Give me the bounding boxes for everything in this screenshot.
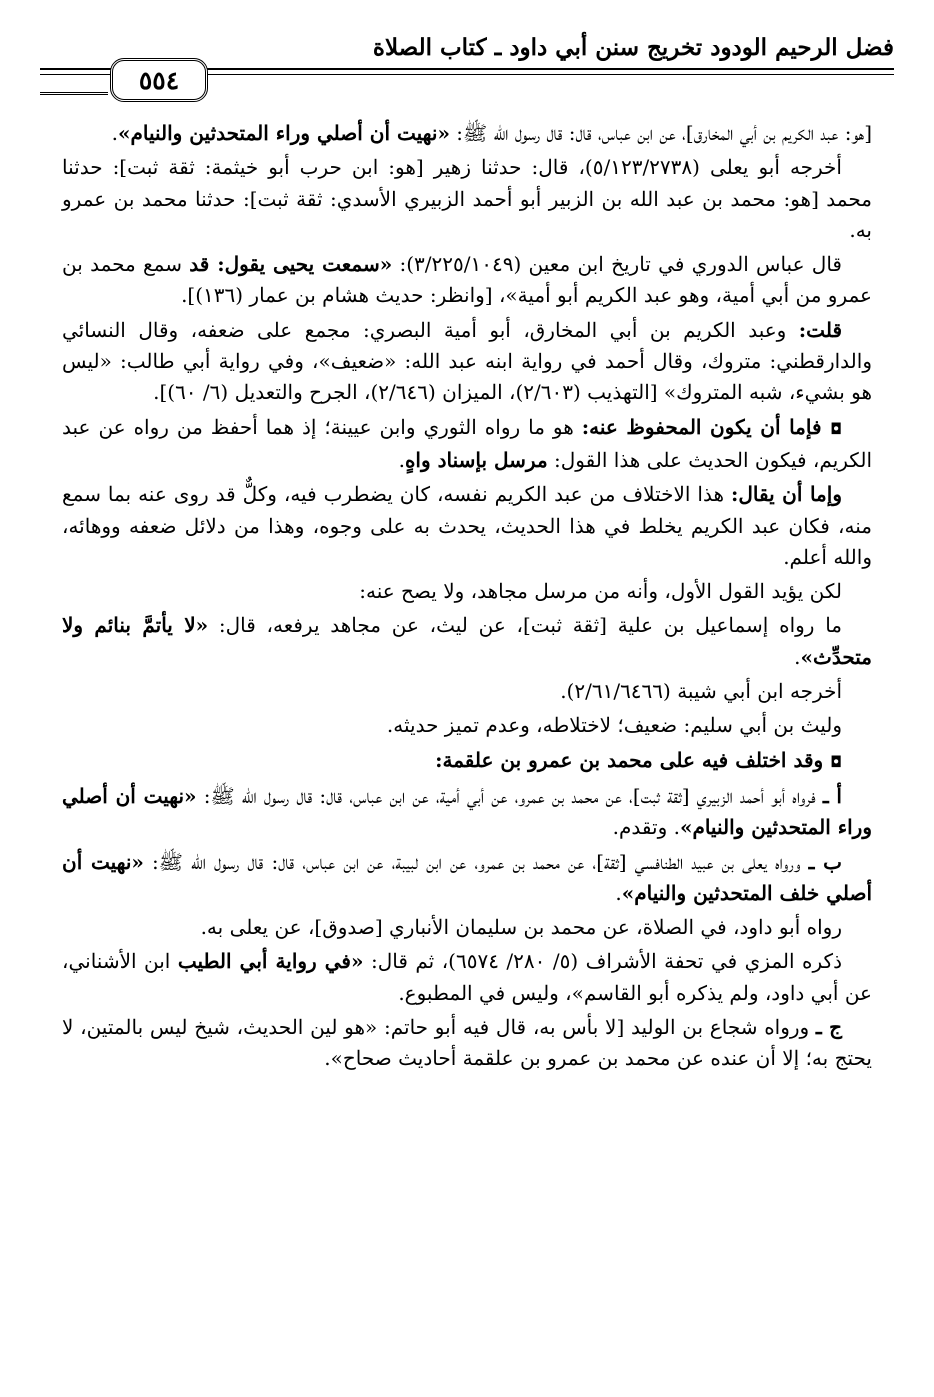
text: ابن الأشناني، عن أبي داود، ولم يذكره أبو القاسم»، وليس في المطبوع. — [62, 949, 872, 1005]
paragraph-12 — [62, 781, 872, 844]
paragraph-15 — [62, 946, 872, 1009]
text: هو ما رواه الثوري وابن عيينة؛ إذ هما أحفظ من رواه عن عبد الكريم، فيكون الحديث على هذا القول: — [62, 414, 872, 472]
heading-bold: وقد اختلف فيه على محمد بن عمرو بن علقمة: — [435, 747, 831, 772]
running-title: فضل الرحيم الودود تخريج سنن أبي داود ـ كتاب الصلاة — [372, 34, 894, 61]
paragraph-2 — [62, 152, 872, 246]
text: . — [111, 121, 118, 145]
label-bold: قلت: — [798, 317, 842, 342]
paragraph-5 — [62, 412, 872, 477]
text: [هو: عبد الكريم بن أبي المخارق]، عن ابن عباس، قال: قال رسول الله ﷺ: — [449, 121, 872, 145]
text: أخرجه ابن أبي شيبة (٢/٦١/٦٤٦٦). — [560, 679, 842, 704]
paragraph-11 — [62, 745, 872, 778]
paragraph-13 — [62, 847, 872, 910]
page-number-box — [110, 58, 208, 102]
text: رواه أبو داود، في الصلاة، عن محمد بن سليمان الأنباري [صدوق]، عن يعلى به. — [200, 915, 842, 940]
text: وعبد الكريم بن أبي المخارق، أبو أمية البصري: مجمع على ضعفه، وقال النسائي والدارقطني: متروك، وقال أحمد في رواية ابنه عبد الله: «ضعيف»، وفي رواية أبي طالب: «ليس هو بشيء، شبه المتروك» [التهذيب (٢/٦٠٣)، الميزان (٢/٦٤٦)، الجرح والتعديل (٦/ ٦٠)]. — [62, 317, 872, 405]
hadith-quote: «نهيت أن أصلي وراء المتحدثين والنيام» — [117, 121, 450, 145]
text: ما رواه إسماعيل بن علية [ثقة ثبت]، عن ليث، عن مجاهد يرفعه، قال: — [208, 613, 843, 638]
text: ذكره المزي في تحفة الأشراف (٥/ ٢٨٠/ ٦٥٧٤)، ثم قال: — [363, 949, 842, 974]
quote-bold: «في رواية أبي الطيب — [177, 949, 364, 974]
text: . — [794, 644, 801, 669]
page-number-rule — [40, 92, 108, 95]
list-marker: ب ـ — [808, 849, 842, 874]
text: ورواه يعلى بن عبيد الطنافسي [ثقة]، عن محمد بن عمرو، عن ابن لبيبة، عن ابن عباس، قال: قال رسول الله ﷺ: — [143, 849, 809, 874]
text: لكن يؤيد القول الأول، وأنه من مرسل مجاهد، ولا يصح عنه: — [359, 579, 842, 604]
paragraph-16 — [62, 1012, 872, 1075]
diamond-bullet-icon: ◘ — [830, 419, 842, 438]
text: فرواه أبو أحمد الزبيري [ثقة ثبت]، عن محمد بن عمرو، عن أبي أمية، عن ابن عباس، قال: قال رسول الله ﷺ: — [196, 783, 823, 808]
paragraph-7 — [62, 576, 872, 607]
paragraph-3 — [62, 249, 872, 312]
text: هذا الاختلاف من عبد الكريم نفسه، كان يضطرب فيه، وكلٌّ قد روى عنه بما سمع منه، فكان عبد الكريم يخلط في هذا الحديث، يحدث به على وجوه، وهذا من دلائل ضعفه ووهائه، والله أعلم. — [62, 482, 872, 569]
page-number: ٥٥٤ — [138, 65, 180, 95]
heading-bold: فإما أن يكون المحفوظ عنه: — [581, 414, 831, 439]
page-header — [40, 30, 894, 100]
hadith-quote: «نهيت أن أصلي خلف المتحدثين والنيام» — [62, 849, 872, 905]
text: سمع محمد بن عمرو من أبي أمية، وهو عبد الكريم أبو أمية»، [وانظر: حديث هشام بن عمار (١٣٦)]. — [62, 252, 872, 308]
hadith-quote: «نهيت أن أصلي وراء المتحدثين والنيام» — [62, 783, 872, 840]
text: وليث بن أبي سليم: ضعيف؛ لاختلاطه، وعدم تميز حديثه. — [386, 713, 842, 738]
paragraph-10 — [62, 710, 872, 741]
paragraph-9 — [62, 676, 872, 707]
text: ورواه شجاع بن الوليد [لا بأس به، قال فيه أبو حاتم: «هو لين الحديث، شيخ ليس بالمتين، لا يحتج به؛ إلا أن عنده عن محمد بن عمرو بن علقمة أحاديث صحاح». — [62, 1015, 872, 1071]
list-marker: أ ـ — [822, 783, 842, 808]
paragraph-8 — [62, 610, 872, 673]
paragraph-6 — [62, 479, 872, 573]
paragraph-4 — [62, 315, 872, 409]
paragraph-1 — [62, 118, 872, 149]
text: أخرجه أبو يعلى (٥/١٢٣/٢٧٣٨)، قال: حدثنا زهير [هو: ابن حرب أبو خيثمة: ثقة ثبت]: حدثنا محمد [هو: محمد بن عبد الله بن الزبير أبو أحمد الزبيري الأسدي: ثقة ثبت]: حدثنا محمد بن عمرو به. — [62, 155, 872, 242]
text: . — [615, 880, 622, 905]
conclusion-bold: مرسل بإسناد واهٍ — [404, 447, 548, 472]
text: قال عباس الدوري في تاريخ ابن معين (٣/٢٢٥/١٠٤٩): — [392, 252, 842, 277]
diamond-bullet-icon: ◘ — [830, 752, 842, 771]
list-marker: ج ـ — [815, 1015, 843, 1040]
quote-bold: «سمعت يحيى يقول: قد — [189, 252, 393, 277]
hadith-quote: «لا يأتمَّ بنائم ولا متحدِّث» — [62, 613, 872, 669]
paragraph-14 — [62, 912, 872, 943]
page-body — [62, 118, 872, 1078]
heading-bold: وإما أن يقال: — [730, 482, 842, 507]
text: . — [398, 447, 405, 472]
text: . وتقدم. — [612, 815, 680, 840]
